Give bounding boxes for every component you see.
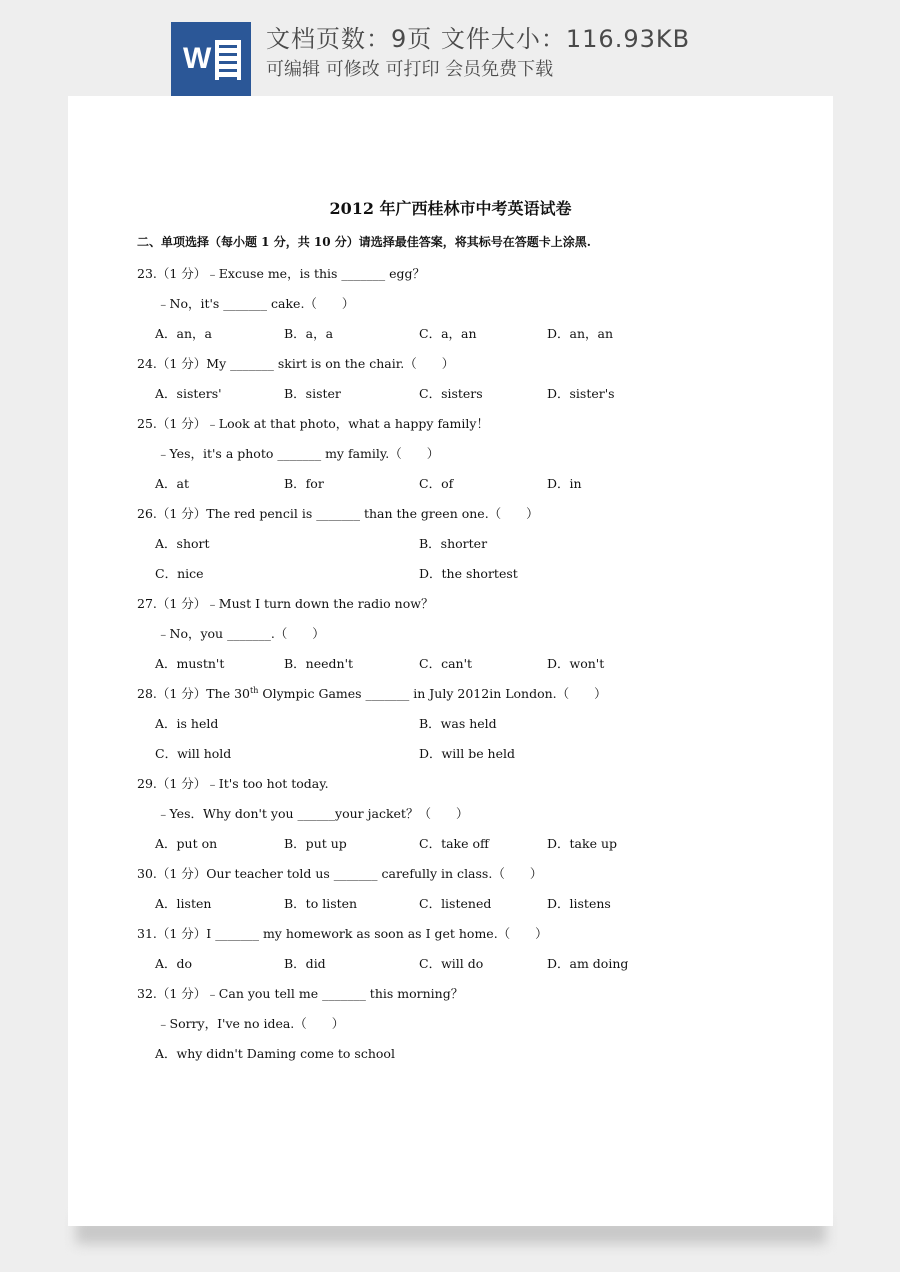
q29-option-b: B．put up	[284, 836, 347, 851]
q24-option-b: B．sister	[284, 386, 341, 401]
question-31: 31.（1 分）I _______ my homework as soon as I get home.（ ）	[137, 926, 548, 941]
q26-option-a: A．short	[155, 536, 210, 551]
q30-option-c: C．listened	[419, 896, 492, 911]
q29-option-c: C．take off	[419, 836, 489, 851]
document-page	[68, 96, 833, 1226]
q23-option-c: C．a，an	[419, 326, 477, 341]
q27-option-d: D．won't	[547, 656, 605, 671]
question-28-end: Olympic Games _______ in July 2012in London.（ ）	[258, 686, 607, 701]
q23-option-a: A．an，a	[155, 326, 212, 341]
q31-option-a: A．do	[155, 956, 193, 971]
q23-option-d: D．an，an	[547, 326, 614, 341]
q27-option-b: B．needn't	[284, 656, 354, 671]
question-29-reply: ﹣Yes．Why don't you ______your jacket？（ ）	[157, 806, 469, 821]
question-32: 32.（1 分）﹣Can you tell me _______ this morning？	[137, 986, 464, 1001]
q25-option-d: D．in	[547, 476, 582, 491]
q25-option-b: B．for	[284, 476, 324, 491]
word-document-icon	[171, 22, 251, 96]
q28-option-d: D．will be held	[419, 746, 516, 761]
question-23-reply: ﹣No，it's _______ cake.（ ）	[157, 296, 355, 311]
exam-title: 2012 年广西桂林市中考英语试卷	[329, 199, 572, 218]
question-27-reply: ﹣No，you _______.（ ）	[157, 626, 325, 641]
q24-option-c: C．sisters	[419, 386, 483, 401]
question-23: 23.（1 分）﹣Excuse me，is this _______ egg？	[137, 266, 426, 281]
file-info-title: 文档页数：9页 文件大小：116.93KB	[266, 25, 691, 53]
question-26: 26.（1 分）The red pencil is _______ than the green one.（ ）	[137, 506, 539, 521]
q30-option-a: A．listen	[155, 896, 212, 911]
q31-option-d: D．am doing	[547, 956, 629, 971]
file-info-subtitle: 可编辑 可修改 可打印 会员免费下载	[266, 59, 554, 80]
word-logo-letter: W	[183, 42, 212, 75]
question-32-reply: ﹣Sorry，I've no idea.（ ）	[157, 1016, 345, 1031]
q24-option-d: D．sister's	[547, 386, 615, 401]
question-29: 29.（1 分）﹣It's too hot today.	[137, 776, 329, 791]
q28-option-b: B．was held	[419, 716, 497, 731]
question-28-ordinal-suffix: th	[249, 685, 259, 695]
question-27: 27.（1 分）﹣Must I turn down the radio now？	[137, 596, 434, 611]
question-28-start: 28.（1 分）The 30	[137, 686, 250, 701]
q29-option-d: D．take up	[547, 836, 617, 851]
download-header	[0, 0, 900, 96]
q25-option-c: C．of	[419, 476, 454, 491]
q27-option-a: A．mustn't	[155, 656, 225, 671]
question-28	[137, 684, 607, 702]
q25-option-a: A．at	[155, 476, 190, 491]
question-25: 25.（1 分）﹣Look at that photo，what a happy family！	[137, 416, 489, 431]
q26-option-c: C．nice	[155, 566, 204, 581]
q29-option-a: A．put on	[155, 836, 218, 851]
q30-option-d: D．listens	[547, 896, 611, 911]
document-lines-graphic	[215, 40, 241, 80]
q23-option-b: B．a，a	[284, 326, 334, 341]
q24-option-a: A．sisters'	[155, 386, 222, 401]
q31-option-c: C．will do	[419, 956, 484, 971]
q26-option-b: B．shorter	[419, 536, 488, 551]
question-30: 30.（1 分）Our teacher told us _______ carefully in class.（ ）	[137, 866, 543, 881]
section-heading: 二、单项选择（每小题 1 分，共 10 分）请选择最佳答案，将其标号在答题卡上涂黑.	[137, 235, 591, 249]
q30-option-b: B．to listen	[284, 896, 358, 911]
question-24: 24.（1 分）My _______ skirt is on the chair.（ ）	[137, 356, 455, 371]
question-25-reply: ﹣Yes，it's a photo _______ my family.（ ）	[157, 446, 440, 461]
q26-option-d: D．the shortest	[419, 566, 518, 581]
q32-option-a: A．why didn't Daming come to school	[155, 1046, 395, 1061]
q28-option-a: A．is held	[155, 716, 219, 731]
q28-option-c: C．will hold	[155, 746, 232, 761]
q27-option-c: C．can't	[419, 656, 473, 671]
q31-option-b: B．did	[284, 956, 326, 971]
